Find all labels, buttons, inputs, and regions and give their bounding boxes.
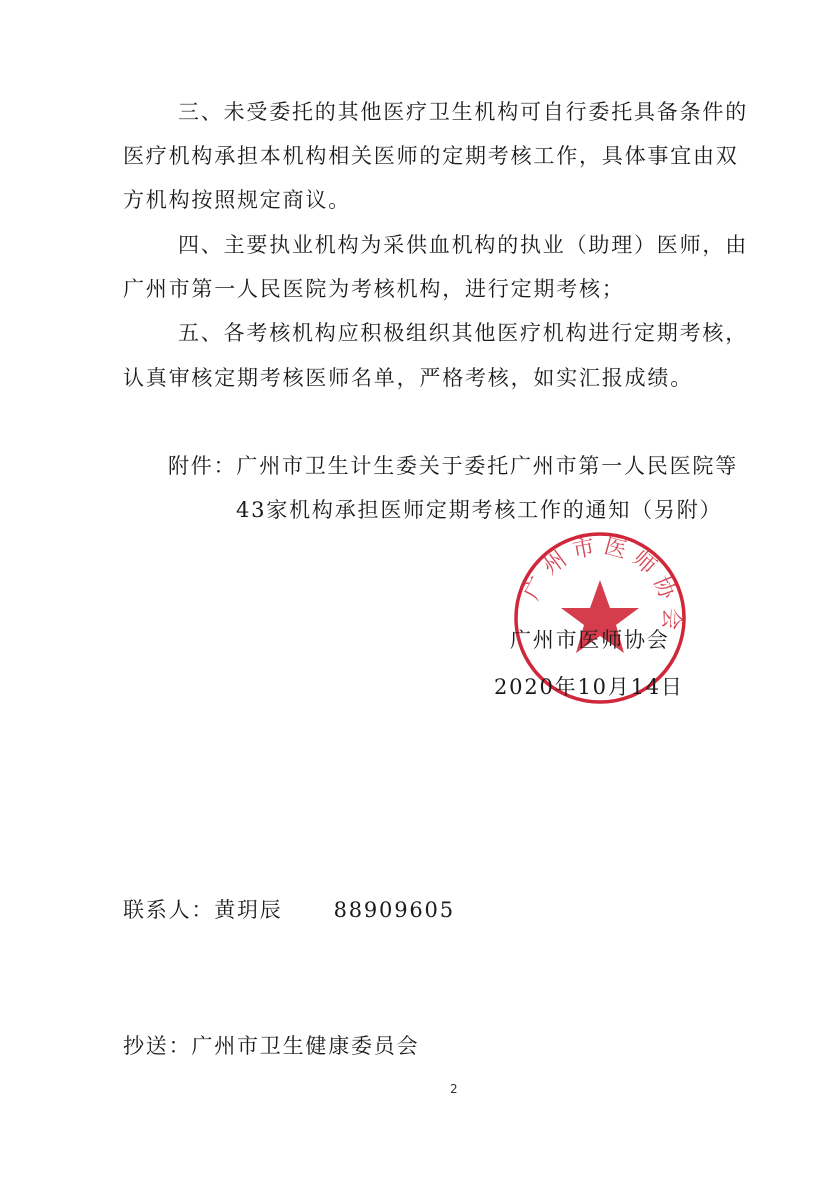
paragraph-4-line-2: 广州市第一人民医院为考核机构，进行定期考核； bbox=[123, 277, 625, 301]
carbon-copy: 抄送：广州市卫生健康委员会 bbox=[123, 1034, 420, 1058]
seal-text: 广州市医师协会 bbox=[519, 533, 684, 638]
paragraph-3-line-2: 医疗机构承担本机构相关医师的定期考核工作，具体事宜由双 bbox=[123, 144, 739, 168]
attachment-line-1: 附件：广州市卫生计生委关于委托广州市第一人民医院等 bbox=[168, 454, 738, 478]
paragraph-3-line-1: 三、未受委托的其他医疗卫生机构可自行委托具备条件的 bbox=[178, 100, 748, 124]
contact-person bbox=[123, 896, 455, 924]
contact-label: 联系人：黄玥辰 bbox=[123, 898, 283, 922]
signature-date: 2020年10月14日 bbox=[494, 675, 684, 699]
page-number: 2 bbox=[450, 1082, 458, 1096]
paragraph-5-line-2: 认真审核定期考核医师名单，严格考核，如实汇报成绩。 bbox=[123, 366, 693, 390]
paragraph-3-line-3: 方机构按照规定商议。 bbox=[123, 188, 351, 212]
paragraph-5-line-1: 五、各考核机构应积极组织其他医疗机构进行定期考核， bbox=[178, 321, 748, 345]
paragraph-4-line-1: 四、主要执业机构为采供血机构的执业（助理）医师，由 bbox=[178, 233, 748, 257]
contact-phone: 88909605 bbox=[333, 898, 455, 922]
attachment-line-2: 43家机构承担医师定期考核工作的通知（另附） bbox=[236, 498, 723, 522]
signature-organization: 广州市医师协会 bbox=[510, 628, 670, 652]
